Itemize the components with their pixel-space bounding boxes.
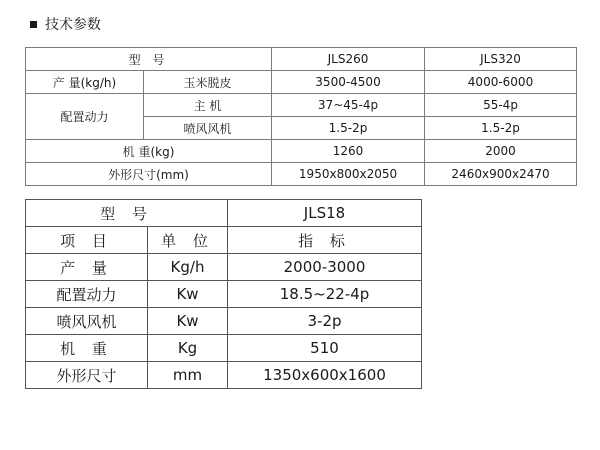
item-cell: 产 量 (26, 254, 148, 281)
value-cell: 2460x900x2470 (425, 163, 577, 186)
item-cell: 外形尺寸 (26, 362, 148, 389)
value-cell: 3-2p (228, 308, 422, 335)
model-header-cell: 型 号 (26, 200, 228, 227)
section-title-text: 技术参数 (45, 17, 101, 33)
column-header: 项 目 (26, 227, 148, 254)
model-cell: JLS260 (272, 48, 425, 71)
value-cell: 37~45-4p (272, 94, 425, 117)
table-row (26, 281, 422, 308)
table-row (26, 308, 422, 335)
model-header-cell: 型 号 (26, 48, 272, 71)
unit-cell: mm (148, 362, 228, 389)
unit-cell: Kg (148, 335, 228, 362)
table-row (26, 200, 422, 227)
item-cell: 配置动力 (26, 281, 148, 308)
column-header: 指 标 (228, 227, 422, 254)
row-sublabel: 玉米脱皮 (144, 71, 272, 94)
table-row (26, 362, 422, 389)
value-cell: 1.5-2p (425, 117, 577, 140)
value-cell: 2000-3000 (228, 254, 422, 281)
square-bullet-icon (30, 21, 37, 28)
value-cell: 3500-4500 (272, 71, 425, 94)
column-header: 单 位 (148, 227, 228, 254)
table-row (26, 254, 422, 281)
value-cell: 1350x600x1600 (228, 362, 422, 389)
spec-table-large-models (25, 47, 577, 186)
item-cell: 机 重 (26, 335, 148, 362)
row-sublabel: 主 机 (144, 94, 272, 117)
value-cell: 1.5-2p (272, 117, 425, 140)
unit-cell: Kw (148, 308, 228, 335)
value-cell: 1260 (272, 140, 425, 163)
table-row (26, 48, 577, 71)
row-label: 产 量(kg/h) (26, 71, 144, 94)
table-row (26, 335, 422, 362)
section-title (30, 14, 101, 34)
value-cell: 4000-6000 (425, 71, 577, 94)
item-cell: 喷风风机 (26, 308, 148, 335)
table-row (26, 163, 577, 186)
model-cell: JLS320 (425, 48, 577, 71)
value-cell: 18.5~22-4p (228, 281, 422, 308)
unit-cell: Kg/h (148, 254, 228, 281)
row-label: 外形尺寸(mm) (26, 163, 272, 186)
table-row (26, 227, 422, 254)
unit-cell: Kw (148, 281, 228, 308)
model-cell: JLS18 (228, 200, 422, 227)
value-cell: 2000 (425, 140, 577, 163)
value-cell: 1950x800x2050 (272, 163, 425, 186)
row-label: 配置动力 (26, 94, 144, 140)
row-sublabel: 喷风风机 (144, 117, 272, 140)
row-label: 机 重(kg) (26, 140, 272, 163)
value-cell: 55-4p (425, 94, 577, 117)
table-row (26, 71, 577, 94)
value-cell: 510 (228, 335, 422, 362)
table-row (26, 94, 577, 117)
spec-table-jls18 (25, 199, 422, 389)
table-row (26, 140, 577, 163)
